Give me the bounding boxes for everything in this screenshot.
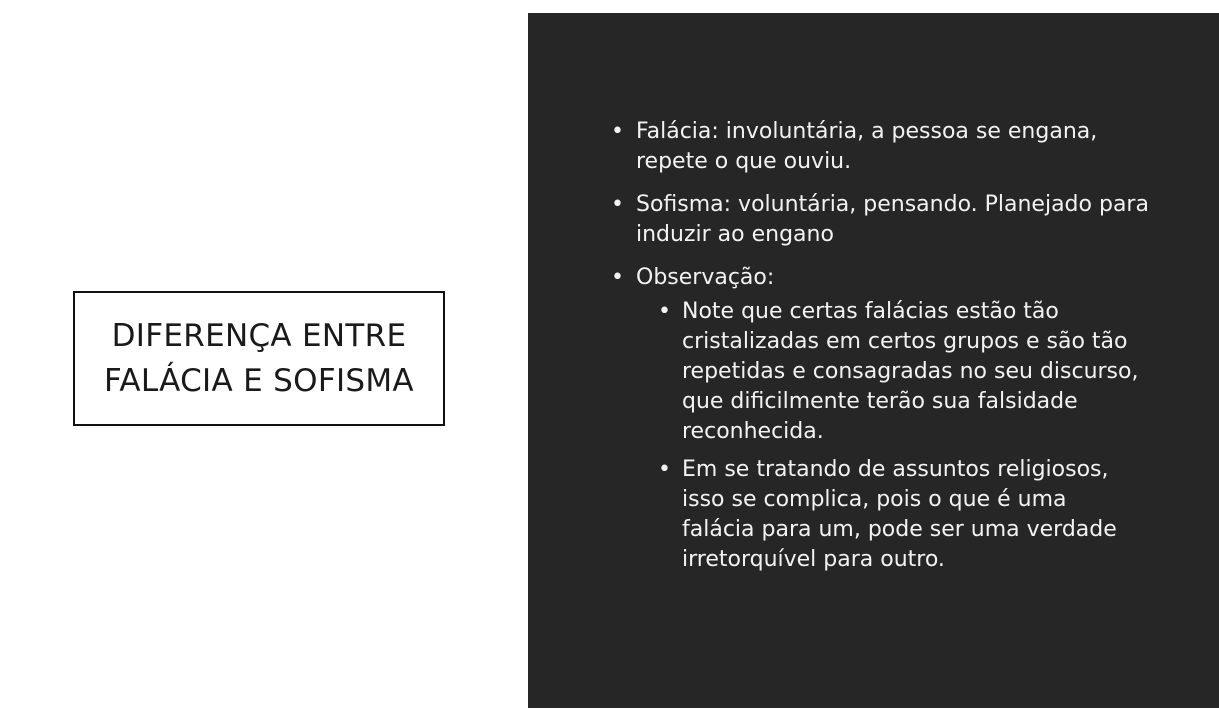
- bullet-list: [611, 117, 1171, 575]
- sub-bullet-text: Em se tratando de assuntos religiosos, isso se complica, pois o que é uma falácia para um, pode ser uma verdade irretorquível para outro.: [682, 457, 1117, 572]
- bullet-item-observacao: [611, 263, 1171, 575]
- content-panel: [528, 13, 1219, 708]
- sub-bullet-item-falacias-cristalizadas: [636, 297, 1142, 447]
- bullet-item-falacia: [611, 117, 1171, 177]
- sub-bullet-list: [636, 297, 1171, 575]
- bullet-text: Falácia: involuntária, a pessoa se engana, repete o que ouviu.: [636, 119, 1098, 174]
- bullet-item-sofisma: [611, 190, 1171, 250]
- bullet-icon: •: [611, 192, 624, 217]
- sub-bullet-text: Note que certas falácias estão tão cristalizadas em certos grupos e são tão repetidas e consagradas no seu discurso, que dificilmente terão sua falsidade reconhecida.: [682, 299, 1139, 444]
- bullet-text: Observação:: [636, 265, 775, 290]
- bullet-icon: •: [658, 299, 671, 324]
- bullet-icon: •: [658, 457, 671, 482]
- bullet-icon: •: [611, 265, 624, 290]
- slide-title: DIFERENÇA ENTRE FALÁCIA E SOFISMA: [104, 317, 414, 399]
- bullet-text: Sofisma: voluntária, pensando. Planejado para induzir ao engano: [636, 192, 1149, 247]
- sub-bullet-item-assuntos-religiosos: [636, 455, 1142, 575]
- bullet-content: [611, 117, 1171, 588]
- bullet-icon: •: [611, 119, 624, 144]
- title-box: [73, 291, 445, 426]
